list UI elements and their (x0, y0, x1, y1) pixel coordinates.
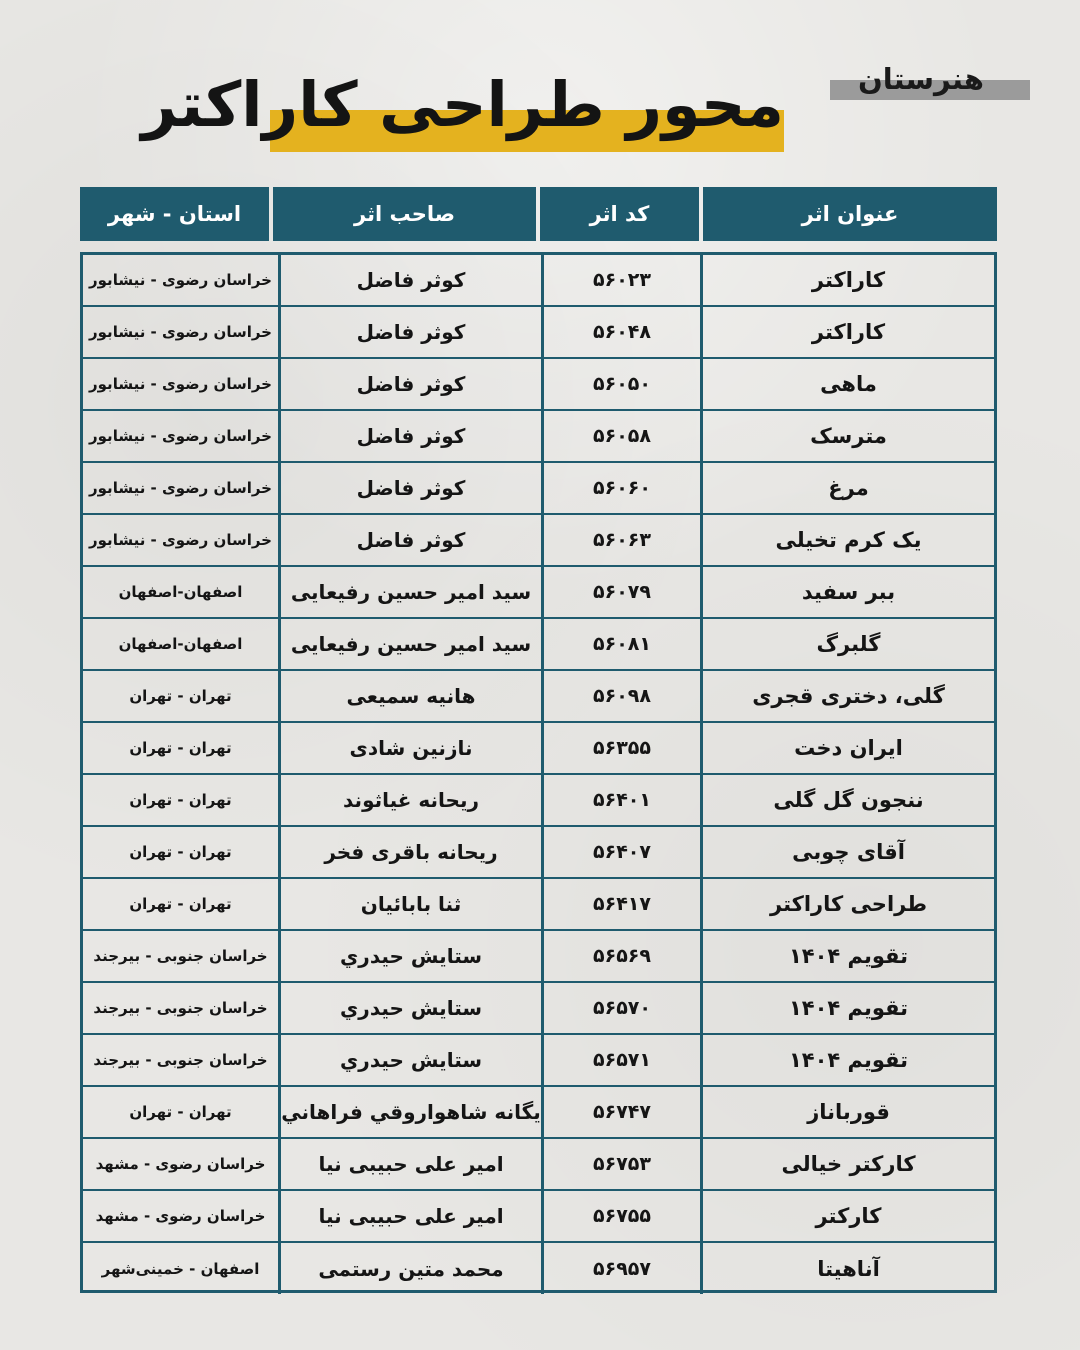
table-row (83, 827, 994, 879)
cell-owner: ریحانه باقری فخر (278, 827, 541, 877)
cell-place: اصفهان - خمینی‌شهر (101, 1259, 260, 1278)
cell-owner: کوثر فاضل (278, 411, 541, 461)
cell-place: تهران - تهران (129, 895, 232, 913)
table-row (83, 1087, 994, 1139)
cell-code: ۵۶۰۶۳ (541, 515, 700, 565)
table-row (83, 567, 994, 619)
cell-place: خراسان رضوی - نیشابور (89, 531, 272, 549)
cell-owner: ستایش حیدري (278, 983, 541, 1033)
cell-owner: کوثر فاضل (278, 463, 541, 513)
table-row (83, 1139, 994, 1191)
cell-title: طراحی کاراکتر (700, 879, 994, 929)
cell-place: تهران - تهران (129, 791, 232, 809)
cell-code: ۵۶۹۵۷ (541, 1243, 700, 1294)
cell-owner: هانیه سمیعی (278, 671, 541, 721)
cell-code: ۵۶۴۰۷ (541, 827, 700, 877)
cell-code: ۵۶۴۱۷ (541, 879, 700, 929)
cell-code: ۵۶۰۸۱ (541, 619, 700, 669)
cell-title: قورباناز (700, 1087, 994, 1137)
results-table (80, 252, 997, 1293)
cell-owner: ستایش حیدري (278, 1035, 541, 1085)
table-row (83, 411, 994, 463)
cell-title: ایران دخت (700, 723, 994, 773)
table-row (83, 775, 994, 827)
cell-code: ۵۶۰۵۸ (541, 411, 700, 461)
category-label (830, 62, 1030, 100)
cell-place: خراسان جنوبی - بیرجند (93, 1051, 268, 1069)
title-text: محور طراحی کاراکتر (141, 68, 784, 141)
cell-owner: کوثر فاضل (278, 255, 541, 305)
cell-title: مرغ (700, 463, 994, 513)
cell-title: آناهیتا (700, 1243, 994, 1294)
cell-title: تقویم ۱۴۰۴ (700, 983, 994, 1033)
cell-code: ۵۶۰۶۰ (541, 463, 700, 513)
cell-code: ۵۶۷۵۵ (541, 1191, 700, 1241)
cell-place: خراسان رضوی - نیشابور (89, 271, 272, 289)
cell-code: ۵۶۵۷۱ (541, 1035, 700, 1085)
cell-place: تهران - تهران (129, 739, 232, 757)
cell-title: کاراکتر (700, 255, 994, 305)
table-header (80, 187, 997, 241)
cell-owner: نازنین شادی (278, 723, 541, 773)
cell-code: ۵۶۰۲۳ (541, 255, 700, 305)
cell-title: ننجون گل گلی (700, 775, 994, 825)
table-row (83, 515, 994, 567)
cell-owner: ستایش حیدري (278, 931, 541, 981)
cell-title: کاراکتر (700, 307, 994, 357)
cell-title: گلبرگ (700, 619, 994, 669)
cell-title: آقای چوبی (700, 827, 994, 877)
cell-place: خراسان رضوی - نیشابور (89, 375, 272, 393)
column-header-title: عنوان اثر (703, 187, 997, 241)
cell-place: خراسان رضوی - نیشابور (89, 427, 272, 445)
cell-owner: سید امیر حسین رفیعایی (278, 619, 541, 669)
table-row (83, 1191, 994, 1243)
table-row (83, 671, 994, 723)
cell-owner: کوثر فاضل (278, 307, 541, 357)
cell-place: خراسان رضوی - نیشابور (89, 323, 272, 341)
cell-code: ۵۶۵۷۰ (541, 983, 700, 1033)
cell-title: ببر سفید (700, 567, 994, 617)
cell-title: ماهی (700, 359, 994, 409)
cell-place: خراسان جنوبی - بیرجند (93, 999, 268, 1017)
cell-owner: امیر علی حبیبی نیا (278, 1139, 541, 1189)
cell-owner: ثنا بابائیان (278, 879, 541, 929)
table-row (83, 307, 994, 359)
cell-title: کارکتر خیالی (700, 1139, 994, 1189)
cell-code: ۵۶۴۰۱ (541, 775, 700, 825)
column-header-code: کد اثر (540, 187, 699, 241)
cell-place: خراسان جنوبی - بیرجند (93, 947, 268, 965)
cell-place: اصفهان-اصفهان (118, 583, 243, 601)
table-row (83, 1035, 994, 1087)
column-header-owner: صاحب اثر (273, 187, 536, 241)
category-text: هنرستان (858, 62, 984, 96)
cell-owner: امیر علی حبیبی نیا (278, 1191, 541, 1241)
cell-title: کارکتر (700, 1191, 994, 1241)
cell-code: ۵۶۰۹۸ (541, 671, 700, 721)
cell-owner: سید امیر حسین رفیعایی (278, 567, 541, 617)
cell-owner: کوثر فاضل (278, 359, 541, 409)
table-row (83, 931, 994, 983)
cell-title: یک کرم تخیلی (700, 515, 994, 565)
cell-owner: یگانه شاهوارو‌قي فراهاني (278, 1087, 541, 1137)
cell-code: ۵۶۳۵۵ (541, 723, 700, 773)
cell-title: گلی، دختری قجری (700, 671, 994, 721)
column-header-place: استان - شهر (80, 187, 269, 241)
cell-place: تهران - تهران (129, 843, 232, 861)
cell-title: تقویم ۱۴۰۴ (700, 931, 994, 981)
table-row (83, 463, 994, 515)
cell-place: خراسان رضوی - مشهد (95, 1155, 266, 1173)
cell-owner: محمد متین رستمی (278, 1243, 541, 1294)
cell-owner: کوثر فاضل (278, 515, 541, 565)
cell-place: اصفهان-اصفهان (118, 635, 243, 653)
cell-code: ۵۶۰۴۸ (541, 307, 700, 357)
cell-place: خراسان رضوی - نیشابور (89, 479, 272, 497)
cell-title: مترسک (700, 411, 994, 461)
table-row (83, 879, 994, 931)
table-row (83, 983, 994, 1035)
table-row (83, 255, 994, 307)
cell-place: تهران - تهران (129, 1103, 232, 1121)
cell-owner: ریحانه غیاثوند (278, 775, 541, 825)
cell-code: ۵۶۰۷۹ (541, 567, 700, 617)
table-row (83, 723, 994, 775)
cell-place: تهران - تهران (129, 687, 232, 705)
cell-code: ۵۶۷۴۷ (541, 1087, 700, 1137)
table-row (83, 1243, 994, 1294)
cell-code: ۵۶۷۵۳ (541, 1139, 700, 1189)
table-row (83, 619, 994, 671)
cell-title: تقویم ۱۴۰۴ (700, 1035, 994, 1085)
cell-code: ۵۶۰۵۰ (541, 359, 700, 409)
page-title (141, 55, 784, 155)
table-row (83, 359, 994, 411)
cell-code: ۵۶۵۶۹ (541, 931, 700, 981)
cell-place: خراسان رضوی - مشهد (95, 1207, 266, 1225)
